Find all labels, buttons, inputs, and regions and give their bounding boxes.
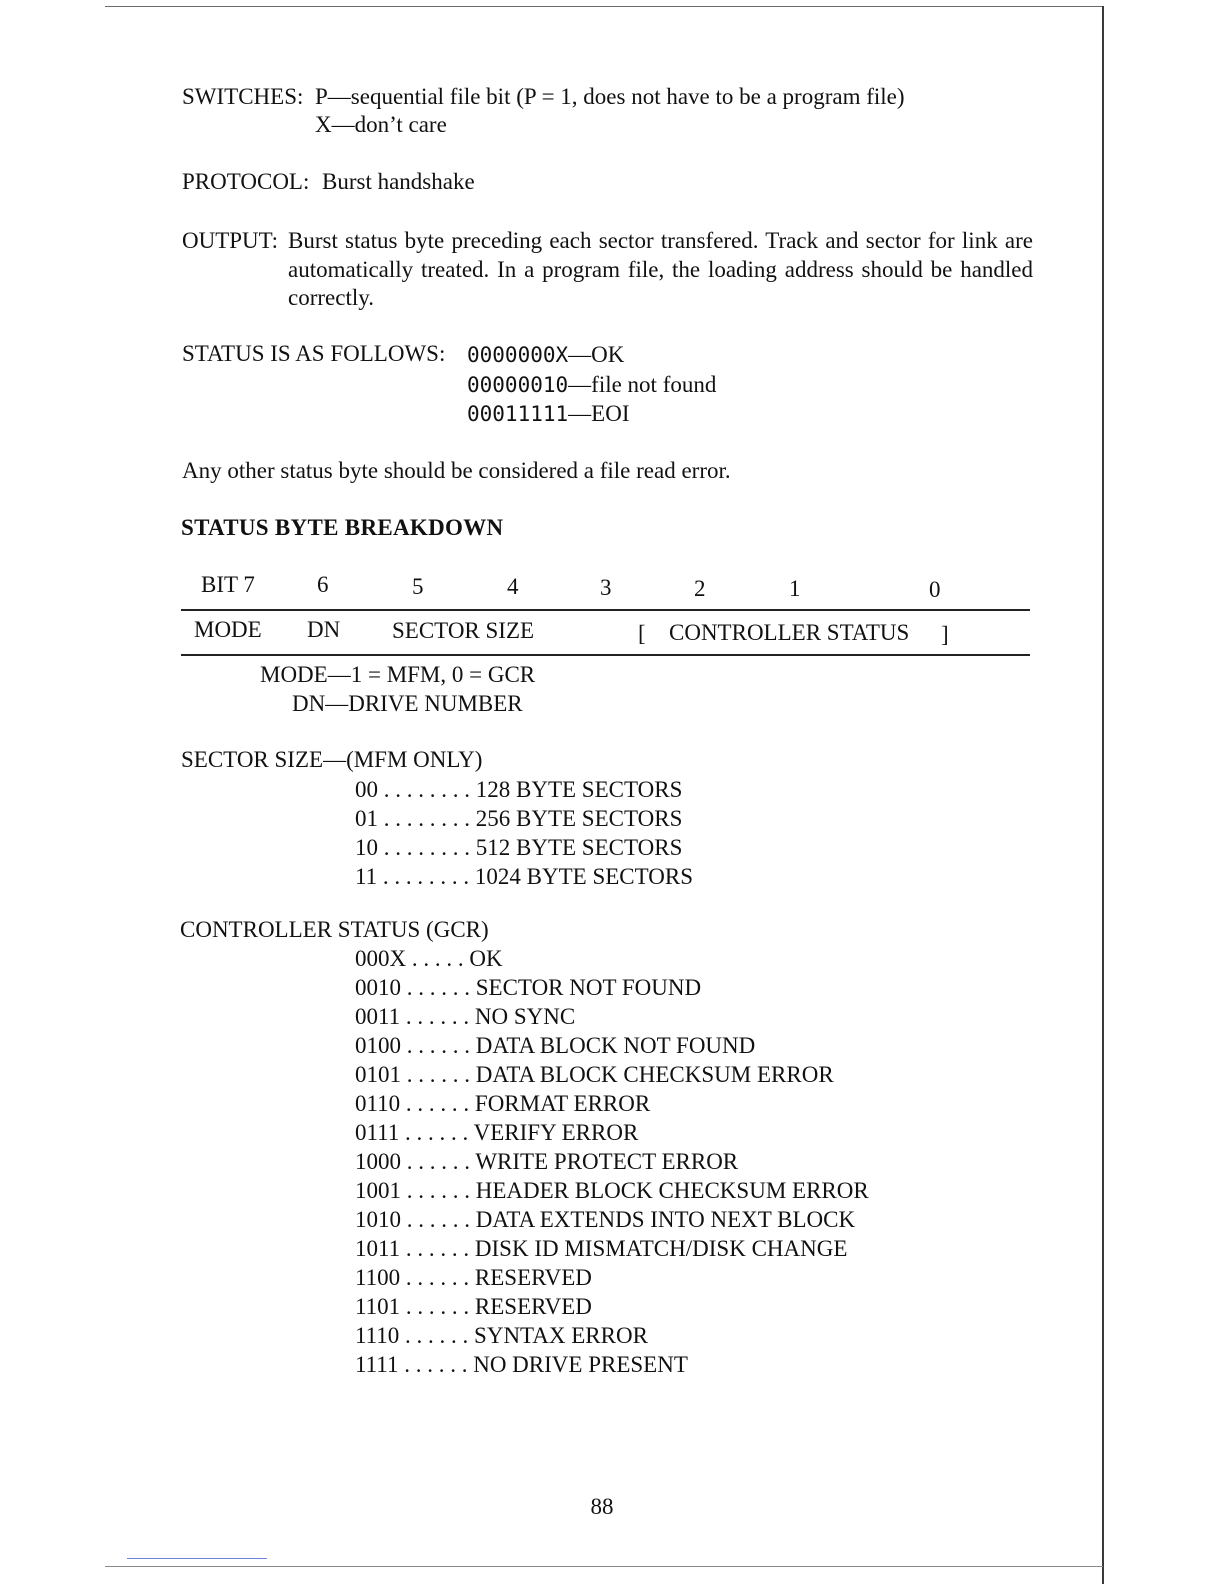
bit-label: 2 [694, 576, 706, 601]
list-item [355, 1176, 869, 1205]
protocol-label: PROTOCOL: [182, 169, 310, 194]
page-right-edge [1102, 6, 1104, 1584]
leader-dots: . . . . . . . . [378, 835, 476, 860]
leader-dots: . . . . . . . . [378, 777, 476, 802]
leader-dots: . . . . . . [400, 1236, 475, 1261]
controller-status-heading: CONTROLLER STATUS (GCR) [180, 917, 489, 942]
status-code: 0000000X [467, 343, 569, 367]
item-desc: DISK ID MISMATCH/DISK CHANGE [474, 1236, 848, 1261]
field-mode: MODE [194, 617, 262, 642]
leader-dots: . . . . . . . . [377, 864, 475, 889]
item-code: 0010 [355, 975, 401, 1000]
leader-dots: . . . . . . [400, 1265, 475, 1290]
item-desc: RESERVED [474, 1265, 592, 1290]
leader-dots: . . . . . . [401, 1149, 476, 1174]
status-code: 00011111 [467, 402, 569, 426]
controller-status-list [355, 944, 869, 1379]
item-desc: OK [469, 946, 503, 971]
list-item [355, 1031, 869, 1060]
sector-size-heading: SECTOR SIZE—(MFM ONLY) [181, 747, 483, 772]
bit-label: 6 [317, 572, 329, 597]
top-rule [105, 6, 1103, 7]
item-code: 00 [355, 777, 378, 802]
status-label: STATUS IS AS FOLLOWS: [182, 341, 446, 366]
switches-label: SWITCHES: [182, 84, 304, 109]
bit-label: 5 [412, 574, 424, 599]
item-code: 0111 [355, 1120, 400, 1145]
page-number: 88 [590, 1494, 614, 1519]
status-code: 00000010 [467, 373, 569, 397]
item-code: 1111 [355, 1352, 399, 1377]
item-desc: 256 BYTE SECTORS [475, 806, 683, 831]
item-desc: SYNTAX ERROR [474, 1323, 648, 1348]
list-item [355, 1147, 869, 1176]
leader-dots: . . . . . . . . [378, 806, 476, 831]
list-item [355, 973, 869, 1002]
list-item [355, 1321, 869, 1350]
list-item [355, 1060, 869, 1089]
list-item [355, 1263, 869, 1292]
item-code: 0011 [355, 1004, 401, 1029]
list-item [355, 1089, 869, 1118]
leader-dots: . . . . . . [401, 1207, 476, 1232]
table-top-rule [181, 609, 1030, 611]
item-desc: DATA BLOCK CHECKSUM ERROR [475, 1062, 834, 1087]
field-sector-size: SECTOR SIZE [392, 618, 535, 643]
dn-note: DN—DRIVE NUMBER [292, 691, 523, 716]
list-item [355, 1234, 869, 1263]
breakdown-heading: STATUS BYTE BREAKDOWN [181, 515, 504, 540]
item-code: 1000 [355, 1149, 401, 1174]
bottom-rule [105, 1566, 1103, 1567]
switches-line-1: P—sequential file bit (P = 1, does not have to be a program file) [315, 84, 905, 109]
leader-dots: . . . . . . [400, 1294, 475, 1319]
protocol-value: Burst handshake [322, 169, 475, 194]
list-item [355, 1292, 869, 1321]
list-item [355, 1205, 869, 1234]
item-desc: 128 BYTE SECTORS [475, 777, 683, 802]
field-bracket-open: [ [638, 621, 646, 646]
item-desc: WRITE PROTECT ERROR [475, 1149, 739, 1174]
output-line-1: Burst status byte preceding each sector transfered. Track and sector for link are [288, 228, 1033, 253]
leader-dots: . . . . . [406, 946, 470, 971]
leader-dots: . . . . . . [401, 1033, 476, 1058]
bit-label: 0 [929, 577, 941, 602]
bottom-blue-rule [127, 1558, 267, 1559]
item-desc: 512 BYTE SECTORS [475, 835, 683, 860]
item-code: 1110 [355, 1323, 400, 1348]
list-item [355, 1002, 869, 1031]
item-desc: DATA EXTENDS INTO NEXT BLOCK [475, 1207, 856, 1232]
leader-dots: . . . . . . [401, 1178, 476, 1203]
bit-label: 4 [507, 574, 519, 599]
output-label: OUTPUT: [182, 228, 278, 253]
item-code: 0101 [355, 1062, 401, 1087]
status-item [467, 340, 624, 370]
item-code: 0110 [355, 1091, 401, 1116]
bit-label: 3 [600, 575, 612, 600]
item-code: 1101 [355, 1294, 401, 1319]
item-code: 1011 [355, 1236, 401, 1261]
status-item [467, 370, 716, 400]
mode-note: MODE—1 = MFM, 0 = GCR [260, 662, 536, 687]
leader-dots: . . . . . . [400, 1091, 475, 1116]
list-item [355, 804, 693, 833]
item-code: 000X [355, 946, 407, 971]
list-item [355, 1118, 869, 1147]
output-line-3: correctly. [288, 285, 374, 310]
field-bracket-close: ] [941, 622, 949, 647]
leader-dots: . . . . . . [398, 1352, 474, 1377]
item-desc: FORMAT ERROR [474, 1091, 651, 1116]
list-item [355, 862, 693, 891]
output-line-2: automatically treated. In a program file, the loading address should be handled [288, 257, 1033, 282]
item-desc: VERIFY ERROR [473, 1120, 639, 1145]
sector-size-list [355, 775, 693, 891]
leader-dots: . . . . . . [401, 1062, 476, 1087]
item-code: 1100 [355, 1265, 401, 1290]
item-code: 1001 [355, 1178, 401, 1203]
leader-dots: . . . . . . [400, 1004, 475, 1029]
bit-label: 1 [789, 576, 801, 601]
status-desc: —EOI [568, 401, 630, 426]
item-code: 0100 [355, 1033, 401, 1058]
table-bottom-rule [181, 654, 1030, 656]
item-code: 11 [355, 864, 378, 889]
list-item [355, 944, 869, 973]
item-desc: HEADER BLOCK CHECKSUM ERROR [475, 1178, 869, 1203]
item-code: 10 [355, 835, 378, 860]
status-desc: —file not found [568, 372, 717, 397]
leader-dots: . . . . . . [401, 975, 476, 1000]
other-status-note: Any other status byte should be considered a file read error. [182, 458, 731, 483]
item-desc: NO SYNC [474, 1004, 576, 1029]
leader-dots: . . . . . . [399, 1323, 475, 1348]
item-code: 1010 [355, 1207, 401, 1232]
field-controller-status: CONTROLLER STATUS [669, 620, 910, 645]
field-dn: DN [307, 617, 341, 642]
list-item [355, 833, 693, 862]
item-desc: DATA BLOCK NOT FOUND [475, 1033, 756, 1058]
item-desc: NO DRIVE PRESENT [473, 1352, 688, 1377]
item-desc: 1024 BYTE SECTORS [474, 864, 694, 889]
list-item [355, 775, 693, 804]
leader-dots: . . . . . . [399, 1120, 474, 1145]
switches-line-2: X—don’t care [315, 112, 447, 137]
list-item [355, 1350, 869, 1379]
bit-label: BIT 7 [201, 572, 255, 597]
status-desc: —OK [568, 342, 625, 367]
status-item [467, 399, 629, 429]
item-desc: SECTOR NOT FOUND [475, 975, 702, 1000]
item-desc: RESERVED [474, 1294, 592, 1319]
item-code: 01 [355, 806, 378, 831]
